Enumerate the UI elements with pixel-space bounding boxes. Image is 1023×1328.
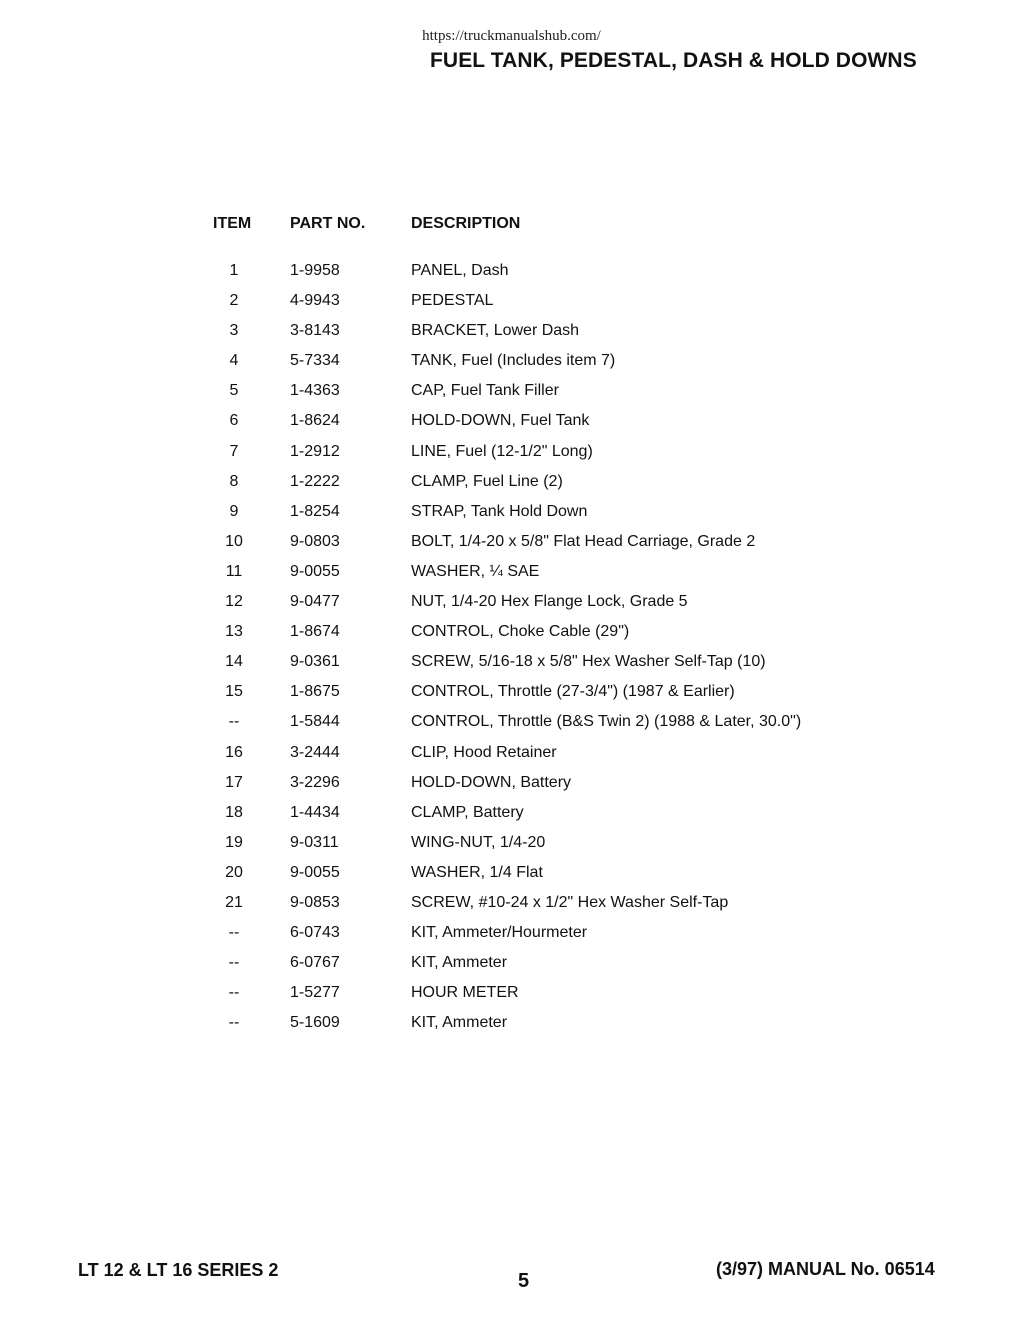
item-cell: 12 [225,593,243,611]
part-no-cell: 9-0311 [290,833,339,851]
table-row [0,774,1023,804]
description-cell: WASHER, ¼ SAE [411,562,540,580]
part-no-cell: 1-4363 [290,382,340,400]
description-cell: SCREW, #10-24 x 1/2" Hex Washer Self-Tap [411,893,729,911]
table-row [0,864,1023,894]
part-no-cell: 5-1609 [290,1014,340,1032]
source-url[interactable]: https://truckmanualshub.com/ [422,28,601,44]
description-cell: HOUR METER [411,984,519,1002]
part-no-cell: 1-5844 [290,713,340,731]
item-cell: 9 [229,502,239,520]
table-row [0,924,1023,954]
part-no-cell: 1-5277 [290,984,340,1002]
part-no-cell: 1-9958 [290,262,340,279]
part-no-cell: 9-0477 [290,593,340,611]
description-cell: BRACKET, Lower Dash [411,322,580,340]
description-cell: STRAP, Tank Hold Down [411,502,588,520]
table-row [0,262,1023,292]
table-row [0,593,1023,623]
description-cell: KIT, Ammeter [411,954,508,972]
part-no-cell: 1-8674 [290,623,340,641]
column-header-description: DESCRIPTION [411,215,521,232]
description-cell: NUT, 1/4-20 Hex Flange Lock, Grade 5 [411,593,688,611]
description-cell: CONTROL, Throttle (B&S Twin 2) (1988 & Later, 30.0") [411,713,802,731]
table-row [0,744,1023,774]
item-cell: 19 [225,833,243,851]
table-row [0,473,1023,503]
column-header-part-no: PART NO. [290,215,366,232]
description-cell: HOLD-DOWN, Fuel Tank [411,412,590,430]
item-cell: 17 [225,773,243,791]
table-row [0,292,1023,322]
description-cell: HOLD-DOWN, Battery [411,773,572,791]
part-no-cell: 6-0743 [290,924,340,942]
description-cell: KIT, Ammeter [411,1014,508,1032]
part-no-cell: 9-0853 [290,893,340,911]
column-header-item: ITEM [213,215,252,232]
page-number: 5 [518,1270,530,1292]
part-no-cell: 1-8675 [290,683,340,701]
part-no-cell: 9-0803 [290,532,340,550]
description-cell: LINE, Fuel (12-1/2" Long) [411,442,593,460]
item-cell: 13 [225,623,243,641]
parts-table [0,262,1023,1044]
item-cell: 20 [225,863,243,881]
description-cell: CLAMP, Fuel Line (2) [411,472,563,490]
description-cell: CLIP, Hood Retainer [411,743,557,761]
table-row [0,623,1023,653]
part-no-cell: 9-0055 [290,562,340,580]
item-cell: 1 [229,262,239,279]
table-row [0,412,1023,442]
table-row [0,322,1023,352]
item-cell: 10 [225,532,243,550]
part-no-cell: 1-4434 [290,803,340,821]
table-header [0,215,1023,237]
table-row [0,653,1023,683]
item-cell: 7 [229,442,239,460]
part-no-cell: 3-2296 [290,773,340,791]
part-no-cell: 6-0767 [290,954,340,972]
description-cell: KIT, Ammeter/Hourmeter [411,924,588,942]
item-cell: -- [228,713,240,731]
item-cell: -- [228,924,240,942]
description-cell: WASHER, 1/4 Flat [411,863,543,881]
item-cell: 11 [225,562,243,580]
item-cell: -- [228,954,240,972]
part-no-cell: 4-9943 [290,292,340,310]
part-no-cell: 1-2222 [290,472,340,490]
page-title: FUEL TANK, PEDESTAL, DASH & HOLD DOWNS [430,49,917,72]
description-cell: CLAMP, Battery [411,803,524,821]
table-row [0,894,1023,924]
description-cell: PANEL, Dash [411,262,509,279]
description-cell: CONTROL, Choke Cable (29") [411,623,630,641]
table-row [0,352,1023,382]
table-row [0,503,1023,533]
part-no-cell: 3-2444 [290,743,340,761]
table-row [0,834,1023,864]
description-cell: CAP, Fuel Tank Filler [411,382,559,400]
table-row [0,533,1023,563]
item-cell: 16 [225,743,243,761]
description-cell: TANK, Fuel (Includes item 7) [411,352,616,370]
item-cell: 18 [225,803,243,821]
item-cell: 15 [225,683,243,701]
description-cell: WING-NUT, 1/4-20 [411,833,546,851]
table-row [0,382,1023,412]
item-cell: 5 [229,382,239,400]
item-cell: 8 [229,472,239,490]
item-cell: 3 [229,322,239,340]
part-no-cell: 9-0055 [290,863,340,881]
item-cell: 4 [229,352,239,370]
footer-manual-number: (3/97) MANUAL No. 06514 [716,1259,935,1279]
table-row [0,954,1023,984]
description-cell: PEDESTAL [411,292,494,310]
item-cell: -- [228,1014,240,1032]
table-row [0,1014,1023,1044]
description-cell: SCREW, 5/16-18 x 5/8" Hex Washer Self-Tap (10) [411,653,766,671]
table-row [0,713,1023,743]
description-cell: CONTROL, Throttle (27-3/4") (1987 & Earlier) [411,683,735,701]
part-no-cell: 1-8624 [290,412,340,430]
part-no-cell: 3-8143 [290,322,340,340]
item-cell: 21 [225,893,243,911]
description-cell: BOLT, 1/4-20 x 5/8" Flat Head Carriage, Grade 2 [411,532,756,550]
item-cell: 6 [229,412,239,430]
part-no-cell: 1-2912 [290,442,340,460]
item-cell: 14 [225,653,243,671]
table-row [0,804,1023,834]
footer-series: LT 12 & LT 16 SERIES 2 [78,1260,279,1280]
table-row [0,443,1023,473]
item-cell: 2 [229,292,239,310]
table-row [0,683,1023,713]
table-row [0,563,1023,593]
part-no-cell: 1-8254 [290,502,340,520]
item-cell: -- [228,984,240,1002]
part-no-cell: 9-0361 [290,653,340,671]
table-row [0,984,1023,1014]
part-no-cell: 5-7334 [290,352,340,370]
